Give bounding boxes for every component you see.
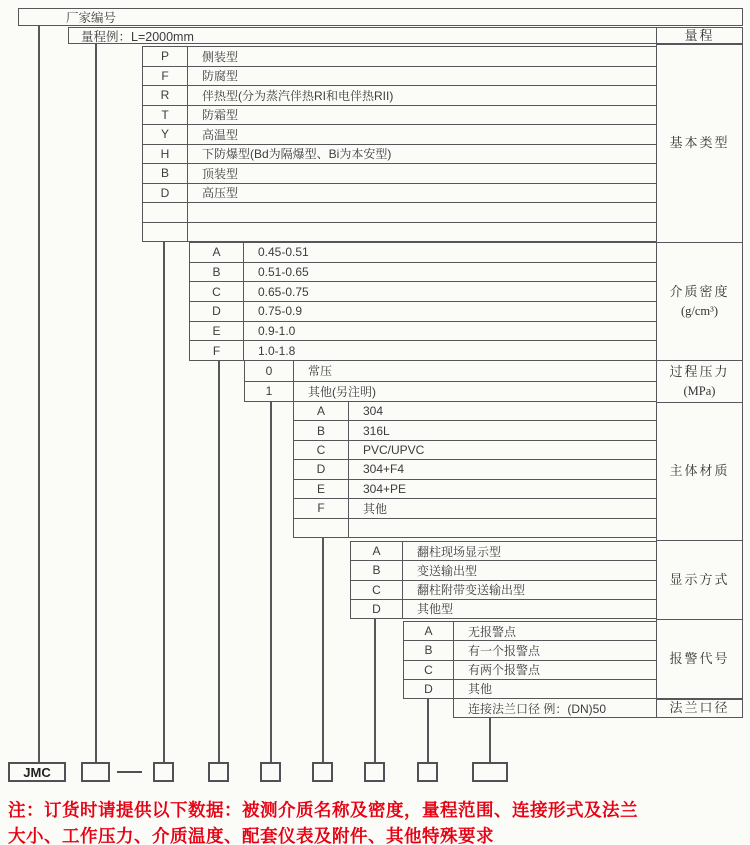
table-row [294,479,656,498]
code-cell: B [351,561,403,579]
desc-cell: 有一个报警点 [468,643,541,658]
code-cell: R [143,86,188,105]
connector-line-density [218,360,220,763]
code-cell: A [351,542,403,560]
desc-cell: 其他(另注明) [308,384,376,399]
manufacturer-code-label: 厂家编号 [66,11,117,25]
flange-desc-text: 连接法兰口径 例：(DN)50 [468,701,607,716]
desc-cell: 其他 [363,501,388,516]
connector-line-manufacturer [38,25,40,763]
label-display-mode-text: 显示方式 [669,571,730,587]
table-row [190,262,656,282]
table-row-empty [143,202,656,222]
code-cell: B [143,164,188,183]
model-prefix-text: JMC [23,764,51,780]
label-density [656,242,743,361]
range-example-box [68,27,657,44]
table-row [245,381,656,402]
desc-cell: 其他 [468,682,493,697]
connector-line-basic [163,241,165,763]
desc-cell [188,203,656,222]
code-cell: C [351,581,403,599]
desc-cell: 有两个报警点 [468,663,541,678]
table-row [143,85,656,105]
desc-cell: 高温型 [202,127,239,142]
code-cell: C [190,282,244,301]
table-row [294,440,656,459]
table-row [294,402,656,420]
table-row [143,163,656,183]
alarm-table [403,621,657,699]
range-example-text: 量程例：L=2000mm [81,29,194,44]
desc-cell: 0.65-0.75 [258,284,309,299]
desc-cell: 变送输出型 [417,563,478,578]
label-pressure [656,360,743,403]
desc-cell: 1.0-1.8 [258,343,296,358]
connector-line-alarm [427,698,429,763]
desc-cell [188,223,656,242]
desc-cell: 翻柱现场显示型 [417,544,502,559]
desc-cell: PVC/UPVC [363,443,425,458]
table-row [245,361,656,381]
ordering-note-line2: 大小、工作压力、介质温度、配套仪表及附件、其他特殊要求 [8,826,494,845]
desc-cell: 304+F4 [363,462,405,477]
code-cell: D [143,184,188,203]
model-box-density [208,762,229,782]
code-cell [294,519,349,537]
label-flange [656,698,743,718]
connector-line-material [322,537,324,763]
label-range-text: 量程 [684,27,715,43]
label-flange-text: 法兰口径 [669,699,730,715]
table-row [143,183,656,203]
label-display-mode [656,540,743,620]
model-box-display [364,762,385,782]
desc-cell: 高压型 [202,186,239,201]
table-row [351,599,656,618]
table-row [294,498,656,517]
code-cell: C [404,661,454,679]
code-cell: 0 [245,361,294,381]
code-cell: F [190,341,244,360]
connector-line-flange [489,717,491,763]
code-cell: D [404,680,454,698]
code-cell: B [190,263,244,282]
label-pressure-text: 过程压力 [669,364,730,380]
display-mode-table [350,541,657,619]
label-basic-type [656,43,743,243]
density-table [189,242,657,361]
model-prefix-box [8,762,66,782]
code-cell: B [404,641,454,659]
desc-cell: 0.75-0.9 [258,304,303,319]
code-cell: H [143,145,188,164]
desc-cell: 防霜型 [202,108,239,123]
model-box-material [312,762,333,782]
code-cell: E [294,480,349,498]
table-row [143,124,656,144]
code-cell: B [294,421,349,439]
desc-cell: 翻柱附带变送输出型 [417,583,526,598]
desc-cell: 无报警点 [468,624,517,639]
table-row [351,560,656,579]
desc-cell: 304+PE [363,481,407,496]
code-cell: D [351,600,403,618]
connector-line-range [95,43,97,763]
ordering-note-line1: 注：订货时请提供以下数据：被测介质名称及密度，量程范围、连接形式及法兰 [8,800,638,820]
desc-cell: 侧装型 [202,49,239,64]
table-row [190,243,656,262]
desc-cell: 伴热型(分为蒸汽伴热RI和电伴热RII) [202,88,394,103]
ordering-note [8,797,744,845]
code-cell: D [190,302,244,321]
label-material [656,402,743,541]
table-row [143,47,656,66]
code-cell: E [190,322,244,341]
code-cell: P [143,47,188,66]
label-density-unit: (g/cm³) [680,303,719,318]
material-table [293,401,657,538]
code-cell: Y [143,125,188,144]
table-row [404,640,656,659]
label-alarm [656,619,743,700]
model-box-pressure [260,762,281,782]
desc-cell: 0.45-0.51 [258,245,309,260]
code-cell: C [294,441,349,459]
code-cell: A [190,243,244,262]
code-cell [143,223,188,242]
table-row-empty [143,222,656,242]
model-box-basic [153,762,174,782]
desc-cell: 下防爆型(Bd为隔爆型、Bi为本安型) [202,147,392,162]
table-row [190,301,656,321]
table-row [351,542,656,560]
desc-cell: 316L [363,423,390,438]
code-cell: F [294,499,349,517]
code-cell: A [404,622,454,640]
model-box-alarm [417,762,438,782]
table-row [294,420,656,439]
table-row [143,105,656,125]
basic-type-table [142,46,657,242]
code-cell: A [294,402,349,420]
label-material-text: 主体材质 [669,463,730,479]
model-separator-dash [117,771,142,773]
label-alarm-text: 报警代号 [669,651,730,667]
desc-cell: 0.9-1.0 [258,324,296,339]
desc-cell: 304 [363,404,384,419]
model-box-flange [472,762,508,782]
table-row [143,66,656,86]
desc-cell: 常压 [308,364,333,379]
code-cell: D [294,460,349,478]
desc-cell [349,519,656,537]
manufacturer-code-box [18,8,743,26]
label-density-text: 介质密度 [669,284,730,300]
table-row [351,580,656,599]
connector-line-display [374,618,376,763]
model-box-range [81,762,110,782]
connector-line-pressure [270,401,272,763]
table-row [404,622,656,640]
code-cell: 1 [245,382,294,402]
label-pressure-unit: (MPa) [683,383,716,398]
table-row [404,679,656,698]
label-basic-type-text: 基本类型 [669,134,730,150]
code-cell [143,203,188,222]
desc-cell: 0.51-0.65 [258,265,309,279]
code-cell: F [143,67,188,86]
table-row [294,459,656,478]
table-row [190,281,656,301]
pressure-table [244,360,657,402]
table-row-empty [294,518,656,537]
table-row [143,144,656,164]
desc-cell: 防腐型 [202,69,239,84]
desc-cell: 其他型 [417,602,454,617]
desc-cell: 顶装型 [202,166,239,181]
table-row [190,321,656,341]
flange-row [453,698,657,718]
table-row [190,340,656,360]
table-row [404,660,656,679]
code-cell: T [143,106,188,125]
